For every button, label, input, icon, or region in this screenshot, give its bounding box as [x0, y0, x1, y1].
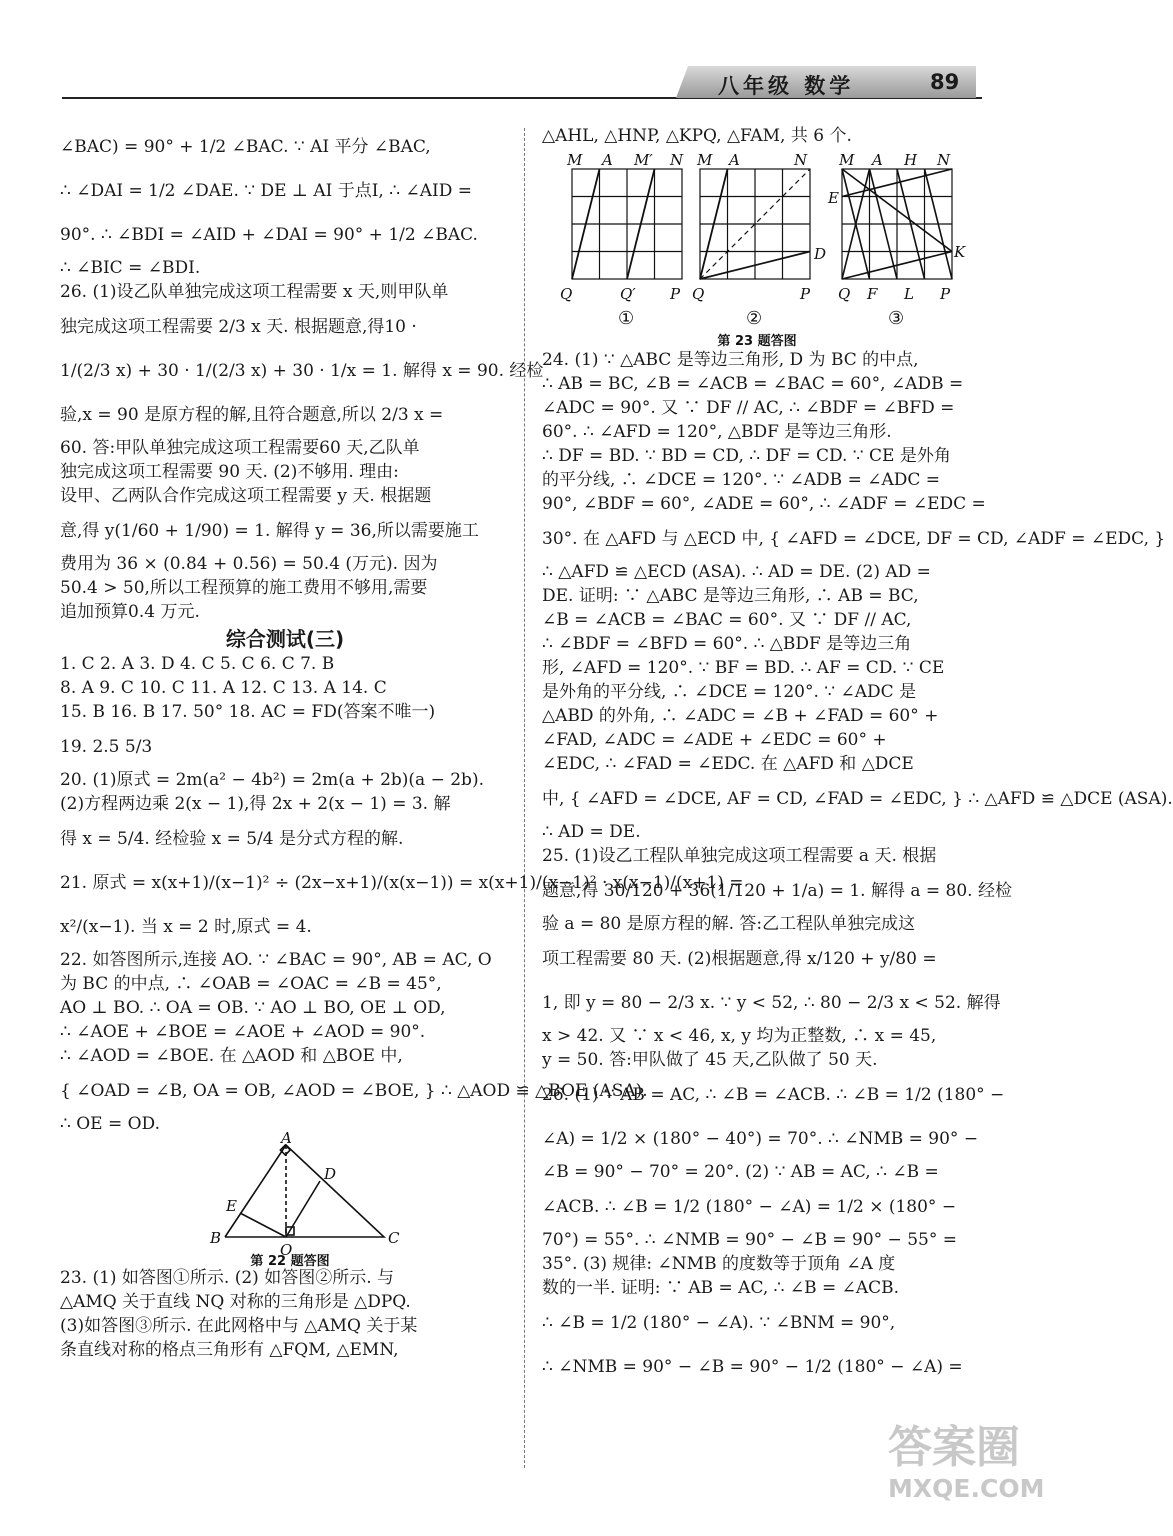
- answer-line: 8. A 9. C 10. C 11. A 12. C 13. A 14. C: [60, 678, 387, 698]
- text-line: y = 50. 答:甲队做了 45 天,乙队做了 50 天.: [542, 1050, 878, 1070]
- text-line: ∠FAD, ∠ADC = ∠ADE + ∠EDC = 60° +: [542, 730, 887, 750]
- label-a: A: [281, 1129, 292, 1147]
- answer-line: { ∠OAD = ∠B, OA = OB, ∠AOD = ∠BOE, } ∴ △AOD ≌ △BOE (ASA).: [60, 1081, 648, 1101]
- g3-label-m: M: [839, 151, 855, 169]
- label-e: E: [226, 1197, 237, 1215]
- text-line: 费用为 36 × (0.84 + 0.56) = 50.4 (万元). 因为: [60, 554, 438, 574]
- text-line: △ABD 的外角, ∴ ∠ADC = ∠B + ∠FAD = 60° +: [542, 706, 939, 726]
- text-line: ∴ AD = DE.: [542, 822, 641, 842]
- text-line: ∴ AB = BC, ∠B = ∠ACB = ∠BAC = 60°, ∠ADB =: [542, 374, 964, 394]
- text-line: 独完成这项工程需要 2/3 x 天. 根据题意,得10 ·: [60, 317, 417, 337]
- label-o: O: [280, 1241, 293, 1259]
- figure-mark-3: ③: [888, 308, 905, 329]
- g2-label-p: P: [800, 285, 811, 303]
- g2-label-d: D: [814, 245, 827, 263]
- line-od: [286, 1181, 320, 1237]
- g1-label-q-prime: Q′: [620, 285, 636, 303]
- text-line: 验 a = 80 是原方程的解. 答:乙工程队单独完成这: [542, 914, 916, 934]
- text-line: 1, 即 y = 80 − 2/3 x. ∵ y < 52, ∴ 80 − 2/3 x < 52. 解得: [542, 993, 1001, 1013]
- text-line: 60. 答:甲队单独完成这项工程需要60 天,乙队单: [60, 438, 420, 458]
- answer-line: 21. 原式 = x(x+1)/(x−1)² ÷ (2x−x+1)/(x(x−1)) = x(x+1)/(x−1)² · x(x−1)/(x+1) =: [60, 873, 744, 893]
- g3-label-p: P: [940, 285, 951, 303]
- figure-mark-2: ②: [746, 308, 763, 329]
- answer-line: ∴ OE = OD.: [60, 1114, 160, 1134]
- text-line: ∴ ∠B = 1/2 (180° − ∠A). ∵ ∠BNM = 90°,: [542, 1313, 896, 1333]
- text-line: △AHL, △HNP, △KPQ, △FAM, 共 6 个.: [542, 126, 852, 146]
- figure-23: [542, 149, 987, 349]
- text-line: ∴ ∠NMB = 90° − ∠B = 90° − 1/2 (180° − ∠A) =: [542, 1357, 963, 1377]
- figure-22-caption: 第 22 题答图: [250, 1254, 330, 1269]
- right-column: [542, 125, 1173, 1389]
- text-line: (3)如答图③所示. 在此网格中与 △AMQ 关于某: [60, 1316, 418, 1336]
- label-b: B: [210, 1229, 222, 1247]
- text-line: 90°. ∴ ∠BDI = ∠AID + ∠DAI = 90° + 1/2 ∠BAC.: [60, 225, 478, 245]
- text-line: 30°. 在 △AFD 与 △ECD 中, { ∠AFD = ∠DCE, DF = CD, ∠ADF = ∠EDC, }: [542, 529, 1166, 549]
- text-line: 60°. ∴ ∠AFD = 120°, △BDF 是等边三角形.: [542, 422, 892, 442]
- text-line: 50.4 > 50,所以工程预算的施工费用不够用,需要: [60, 578, 428, 598]
- page-number: 89: [930, 70, 960, 94]
- triangle-abc: [225, 1145, 384, 1237]
- text-line: 35°. (3) 规律: ∠NMB 的度数等于顶角 ∠A 度: [542, 1254, 896, 1274]
- g1-label-p: P: [670, 285, 681, 303]
- text-line: ∠B = ∠ACB = ∠BAC = 60°. 又 ∵ DF // AC,: [542, 610, 912, 630]
- text-line: ∴ DF = BD. ∵ BD = CD, ∴ DF = CD. ∵ CE 是外角: [542, 446, 951, 466]
- text-line: 设甲、乙两队合作完成这项工程需要 y 天. 根据题: [60, 486, 432, 506]
- text-line: 追加预算0.4 万元.: [60, 602, 200, 622]
- text-line: x > 42. 又 ∵ x < 46, x, y 均为正整数, ∴ x = 45,: [542, 1026, 937, 1046]
- watermark-url: MXQE.COM: [888, 1474, 1045, 1503]
- text-line: ∠ACB. ∴ ∠B = 1/2 (180° − ∠A) = 1/2 × (180° −: [542, 1197, 957, 1217]
- text-line: 意,得 y(1/60 + 1/90) = 1. 解得 y = 36,所以需要施工: [60, 521, 479, 541]
- g3-label-f: F: [867, 285, 878, 303]
- watermark-text: 答案圈: [888, 1422, 1020, 1473]
- watermark-logo: [888, 1422, 1048, 1527]
- section-title: 综合测试(三): [225, 627, 345, 651]
- g3-label-n: N: [937, 151, 951, 169]
- text-line: 26. (1)设乙队单独完成这项工程需要 x 天,则甲队单: [60, 282, 449, 302]
- label-c: C: [388, 1229, 400, 1247]
- text-line: DE. 证明: ∵ △ABC 是等边三角形, ∴ AB = BC,: [542, 586, 919, 606]
- g2-label-n: N: [794, 151, 808, 169]
- answer-line: (2)方程两边乘 2(x − 1),得 2x + 2(x − 1) = 3. 解: [60, 794, 451, 814]
- figure-mark-1: ①: [618, 308, 635, 329]
- g3-label-a: A: [872, 151, 883, 169]
- answer-line: AO ⊥ BO. ∴ OA = OB. ∵ AO ⊥ BO, OE ⊥ OD,: [60, 998, 446, 1018]
- answer-line: ∴ ∠AOD = ∠BOE. 在 △AOD 和 △BOE 中,: [60, 1046, 403, 1066]
- text-line: 的平分线, ∴ ∠DCE = 120°. ∵ ∠ADB = ∠ADC =: [542, 470, 941, 490]
- label-d: D: [324, 1165, 337, 1183]
- text-line: 是外角的平分线, ∴ ∠DCE = 120°. ∵ ∠ADC 是: [542, 682, 917, 702]
- g1-label-m: M: [567, 151, 583, 169]
- answer-line: 得 x = 5/4. 经检验 x = 5/4 是分式方程的解.: [60, 829, 404, 849]
- text-line: ∴ ∠BDF = ∠BFD = 60°. ∴ △BDF 是等边三角: [542, 634, 912, 654]
- g2-label-m: M: [697, 151, 713, 169]
- answer-line: 19. 2.5 5/3: [60, 737, 153, 757]
- text-line: 24. (1) ∵ △ABC 是等边三角形, D 为 BC 的中点,: [542, 350, 919, 370]
- answer-line: 1. C 2. A 3. D 4. C 5. C 6. C 7. B: [60, 654, 335, 674]
- line-oe: [240, 1213, 286, 1237]
- text-line: 26. (1) ∵ AB = AC, ∴ ∠B = ∠ACB. ∴ ∠B = 1/2 (180° −: [542, 1085, 1005, 1105]
- answer-line: 20. (1)原式 = 2m(a² − 4b²) = 2m(a + 2b)(a − 2b).: [60, 770, 484, 790]
- g2-label-q: Q: [692, 285, 705, 303]
- column-divider: [524, 128, 526, 1468]
- g1-label-n: N: [670, 151, 684, 169]
- text-line: 90°, ∠BDF = 60°, ∠ADE = 60°, ∴ ∠ADF = ∠EDC =: [542, 494, 986, 514]
- text-line: ∠BAC) = 90° + 1/2 ∠BAC. ∵ AI 平分 ∠BAC,: [60, 137, 431, 157]
- g1-label-q: Q: [560, 285, 573, 303]
- g3-label-q: Q: [838, 285, 851, 303]
- text-line: 1/(2/3 x) + 30 · 1/(2/3 x) + 30 · 1/x = 1. 解得 x = 90. 经检: [60, 361, 544, 381]
- text-line: ∠A) = 1/2 × (180° − 40°) = 70°. ∴ ∠NMB = 90° −: [542, 1129, 979, 1149]
- text-line: 形, ∠AFD = 120°. ∵ BF = BD. ∴ AF = CD. ∵ CE: [542, 658, 945, 678]
- text-line: ∴ ∠DAI = 1/2 ∠DAE. ∵ DE ⊥ AI 于点I, ∴ ∠AID =: [60, 181, 472, 201]
- text-line: △AMQ 关于直线 NQ 对称的三角形是 △DPQ.: [60, 1292, 411, 1312]
- text-line: 验,x = 90 是原方程的解,且符合题意,所以 2/3 x =: [60, 405, 444, 425]
- answer-line: 为 BC 的中点, ∴ ∠OAB = ∠OAC = ∠B = 45°,: [60, 974, 442, 994]
- g3-label-l: L: [904, 285, 914, 303]
- text-line: ∠B = 90° − 70° = 20°. (2) ∵ AB = AC, ∴ ∠B =: [542, 1162, 939, 1182]
- g3-label-h: H: [904, 151, 918, 169]
- text-line: 条直线对称的格点三角形有 △FQM, △EMN,: [60, 1340, 399, 1360]
- g1-label-a: A: [602, 151, 613, 169]
- text-line: ∠EDC, ∴ ∠FAD = ∠EDC. 在 △AFD 和 △DCE: [542, 754, 914, 774]
- answer-line: 22. 如答图所示,连接 AO. ∵ ∠BAC = 90°, AB = AC, O: [60, 950, 492, 970]
- answer-line: x²/(x−1). 当 x = 2 时,原式 = 4.: [60, 917, 312, 937]
- text-line: ∠ADC = 90°. 又 ∵ DF // AC, ∴ ∠BDF = ∠BFD =: [542, 398, 955, 418]
- text-line: 项工程需要 80 天. (2)根据题意,得 x/120 + y/80 =: [542, 949, 937, 969]
- answer-line: 15. B 16. B 17. 50° 18. AC = FD(答案不唯一): [60, 702, 436, 722]
- g2-label-a: A: [729, 151, 740, 169]
- answer-line: ∴ ∠AOE + ∠BOE = ∠AOE + ∠AOD = 90°.: [60, 1022, 426, 1042]
- figure-23-caption: 第 23 题答图: [717, 334, 797, 349]
- text-line: 中, { ∠AFD = ∠DCE, AF = CD, ∠FAD = ∠EDC, } ∴ △AFD ≌ △DCE (ASA).: [542, 789, 1173, 809]
- text-line: ∴ △AFD ≌ △ECD (ASA). ∴ AD = DE. (2) AD =: [542, 562, 931, 582]
- text-line: 23. (1) 如答图①所示. (2) 如答图②所示. 与: [60, 1268, 395, 1288]
- g1-label-m-prime: M′: [634, 151, 653, 169]
- text-line: 25. (1)设乙工程队单独完成这项工程需要 a 天. 根据: [542, 846, 937, 866]
- text-line: 独完成这项工程需要 90 天. (2)不够用. 理由:: [60, 462, 399, 482]
- header-subject: 八年级 数学: [718, 74, 855, 98]
- text-line: 70°) = 55°. ∴ ∠NMB = 90° − ∠B = 90° − 55° =: [542, 1230, 957, 1250]
- text-line: 数的一半. 证明: ∵ AB = AC, ∴ ∠B = ∠ACB.: [542, 1278, 900, 1298]
- text-line: 题意,得 30/120 + 36(1/120 + 1/a) = 1. 解得 a = 80. 经检: [542, 881, 1012, 901]
- g3-label-k: K: [954, 243, 966, 261]
- figure-22: [60, 1129, 510, 1269]
- text-line: ∴ ∠BIC = ∠BDI.: [60, 258, 201, 278]
- g3-label-e: E: [828, 189, 839, 207]
